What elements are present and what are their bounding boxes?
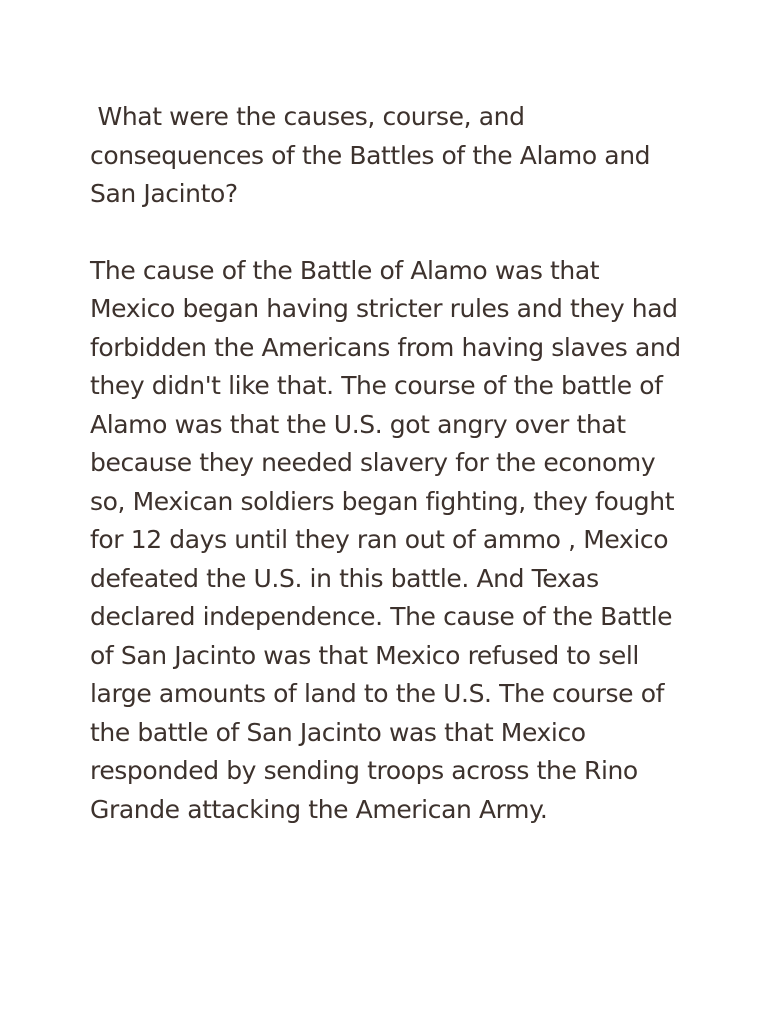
question-text: What were the causes, course, and consequences of the Battles of the Alamo and San Jacinto? (90, 102, 658, 208)
document-page (90, 98, 690, 829)
answer-paragraph: The cause of the Battle of Alamo was that Mexico began having stricter rules and they had forbidden the Americans from having slaves and they didn't like that. The course of the battle of Alamo was that the U.S. got angry over that because they needed slavery for the economy so, Mexican soldiers began fighting, they fought for 12 days until they ran out of ammo , Mexico defeated the U.S. in this battle. And Texas declared independence. The cause of the Battle of San Jacinto was that Mexico refused to sell large amounts of land to the U.S. The course of the battle of San Jacinto was that Mexico responded by sending troops across the Rino Grande attacking the American Army. (90, 255, 681, 824)
